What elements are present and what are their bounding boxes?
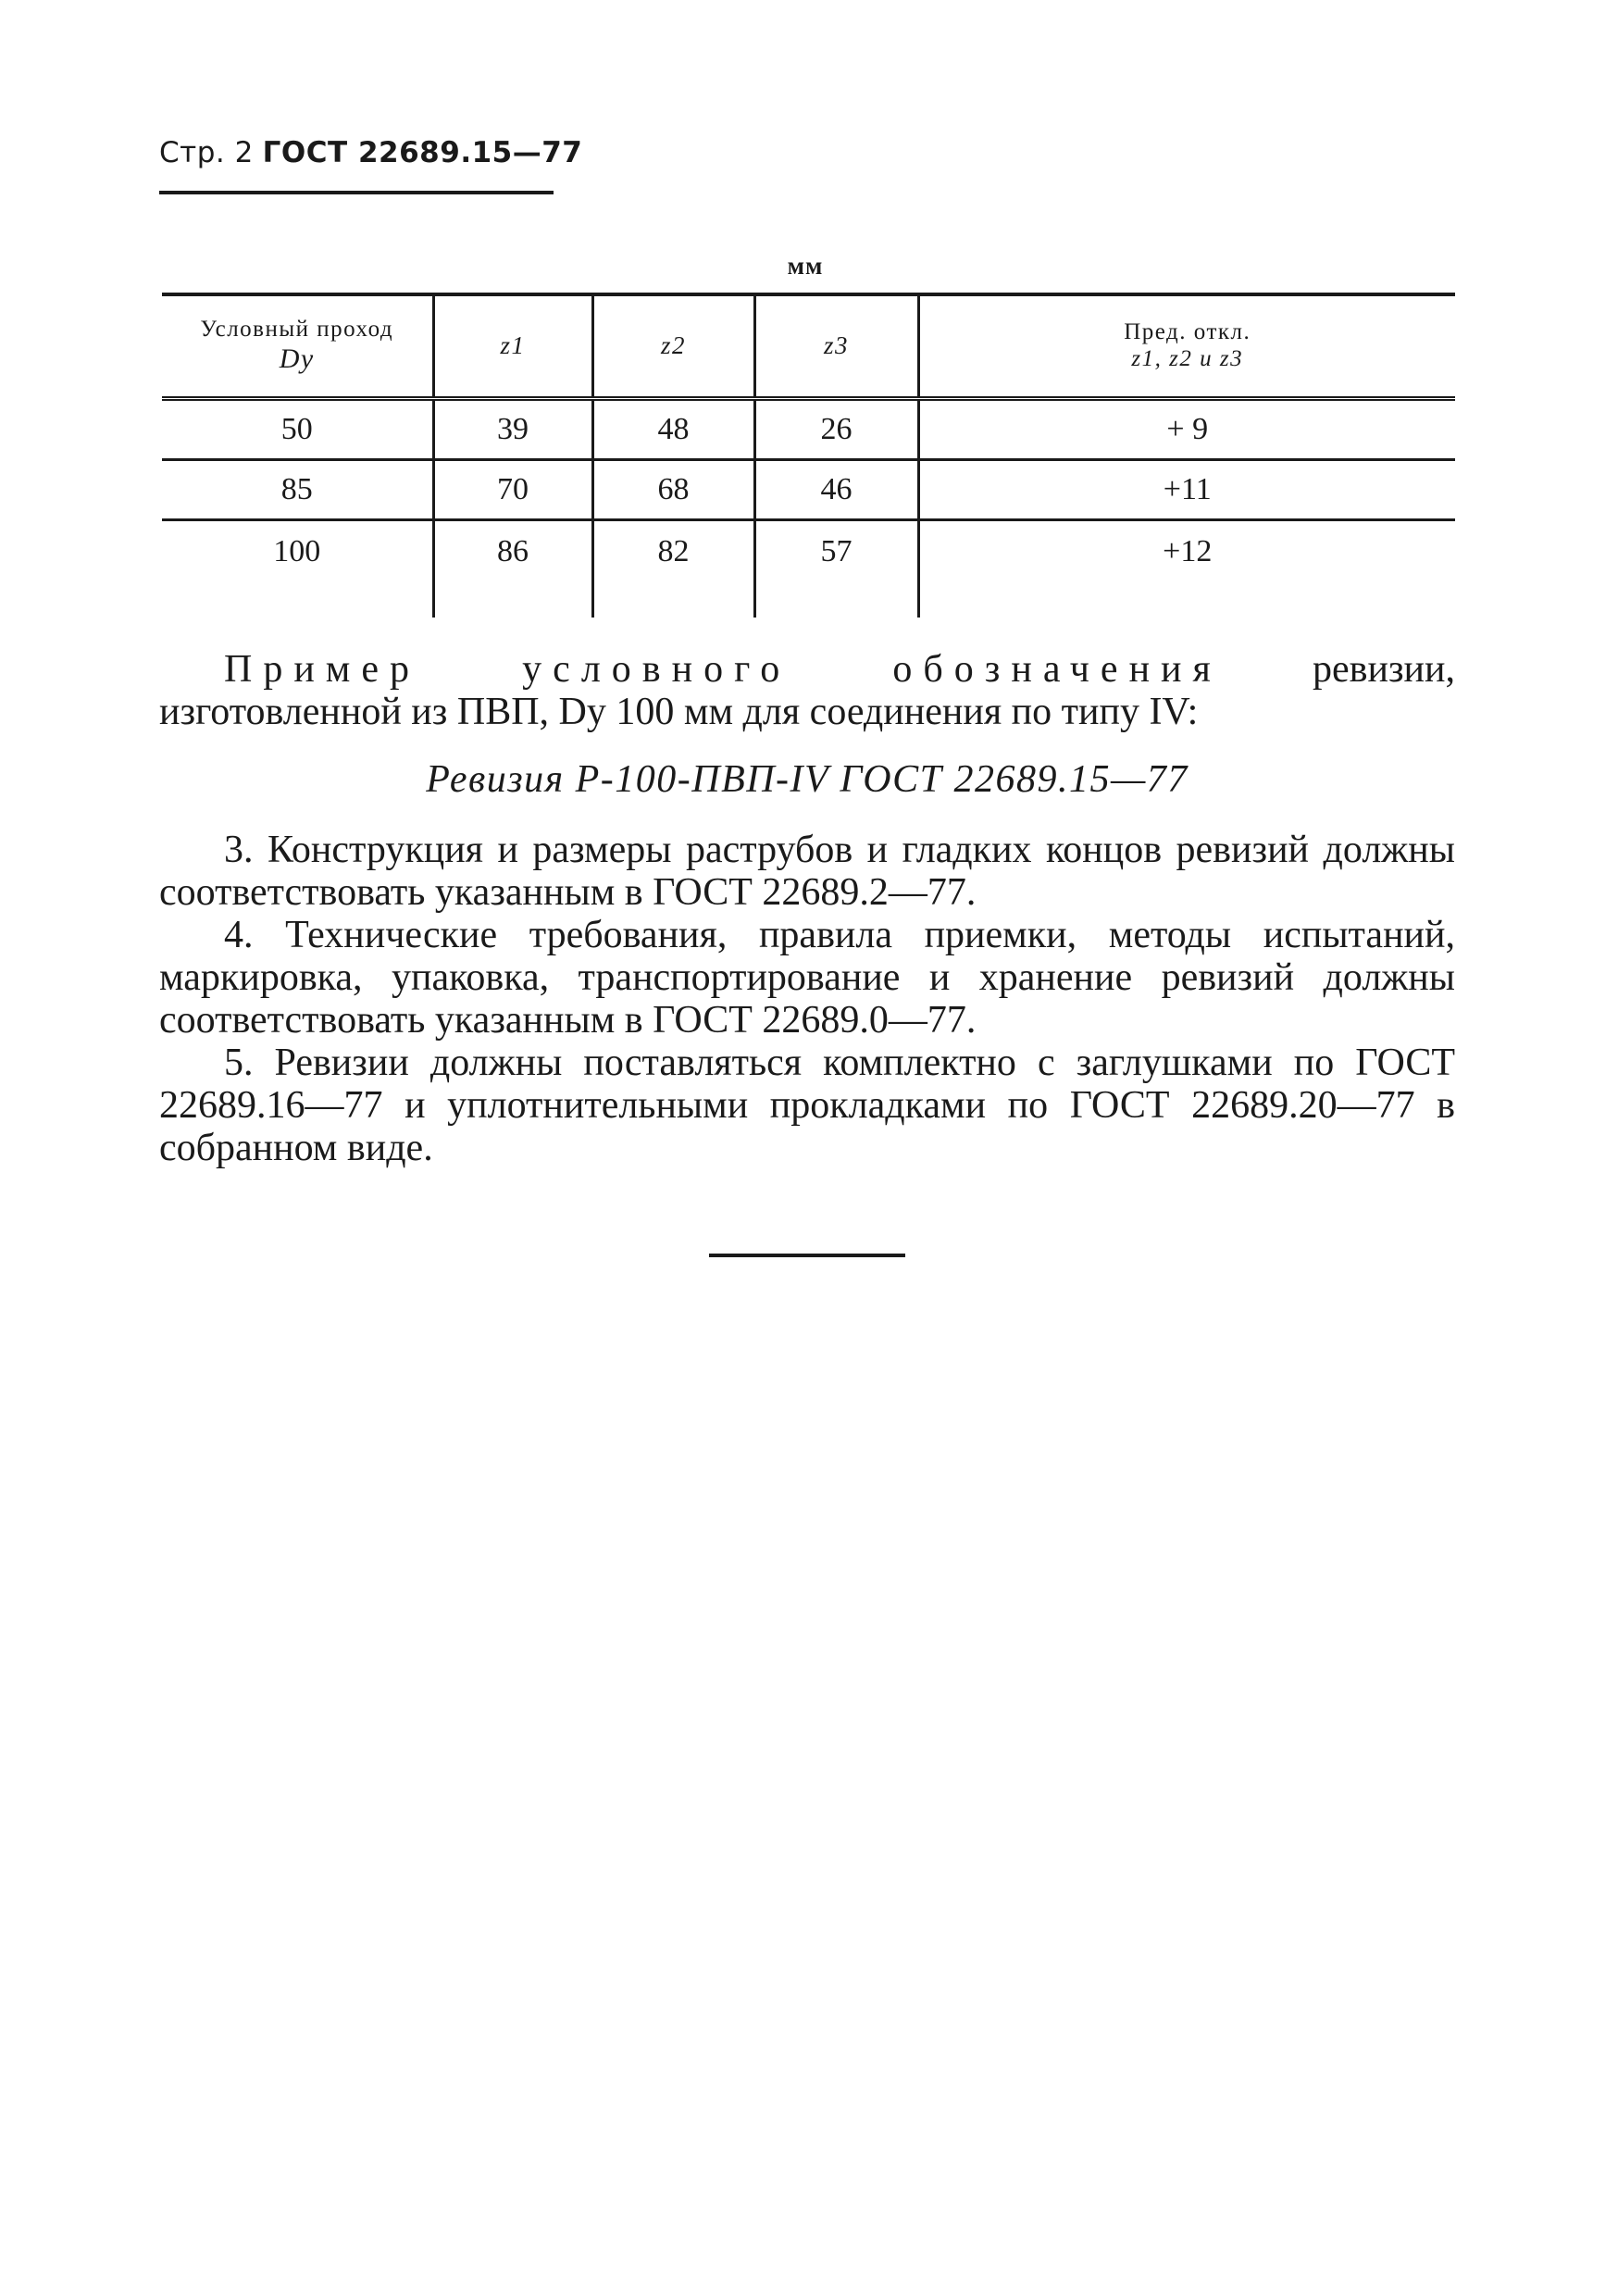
table-row bbox=[162, 519, 1455, 618]
clause-4: 4. Технические требования, правила приемки, методы испытаний, маркировка, упаковка, транспортирование и хранение ревизий должны соответствовать указанным в ГОСТ 22689.0—77. bbox=[159, 914, 1455, 1042]
header-nominal-label: Условный проход bbox=[200, 317, 394, 343]
running-header bbox=[159, 136, 583, 169]
table-header-row bbox=[162, 294, 1455, 398]
cell-dy: 85 bbox=[162, 459, 433, 519]
end-rule bbox=[709, 1254, 905, 1257]
dimensions-table bbox=[162, 293, 1455, 618]
cell-z1: 86 bbox=[433, 519, 592, 618]
example-lead: Пример условного обозначения bbox=[224, 648, 1222, 691]
table-row bbox=[162, 459, 1455, 519]
page-number: Стр. 2 bbox=[159, 136, 254, 169]
cell-z1: 39 bbox=[433, 398, 592, 459]
clause-5: 5. Ревизии должны поставляться комплектно с заглушками по ГОСТ 22689.16—77 и уплотнительными прокладками по ГОСТ 22689.20—77 в собранном виде. bbox=[159, 1042, 1455, 1169]
cell-z2: 82 bbox=[592, 519, 754, 618]
header-nominal-bore bbox=[162, 294, 433, 398]
designation-example: Ревизия Р-100-ПВП-IV ГОСТ 22689.15—77 bbox=[426, 758, 1189, 801]
cell-deviation: + 9 bbox=[918, 398, 1455, 459]
example-paragraph bbox=[159, 648, 1455, 733]
clause-3: 3. Конструкция и размеры раструбов и гладких концов ревизий должны соответствовать указанным в ГОСТ 22689.2—77. bbox=[159, 829, 1455, 914]
cell-z3: 57 bbox=[754, 519, 918, 618]
cell-z3: 26 bbox=[754, 398, 918, 459]
cell-deviation: +11 bbox=[918, 459, 1455, 519]
table-row bbox=[162, 398, 1455, 459]
example-text: ревизии, изготовленной из ПВП, Dу 100 мм для соединения по типу IV: bbox=[159, 648, 1455, 733]
header-deviation-vars: z1, z2 и z3 bbox=[1131, 345, 1244, 371]
header-deviation bbox=[918, 294, 1455, 398]
cell-dy: 50 bbox=[162, 398, 433, 459]
header-z2: z2 bbox=[592, 294, 754, 398]
cell-deviation: +12 bbox=[918, 519, 1455, 618]
cell-z2: 68 bbox=[592, 459, 754, 519]
cell-dy: 100 bbox=[273, 533, 321, 568]
header-deviation-label: Пред. откл. bbox=[1124, 319, 1251, 344]
cell-z1: 70 bbox=[433, 459, 592, 519]
header-rule bbox=[159, 191, 554, 194]
header-nominal-symbol: Dу bbox=[279, 343, 315, 374]
units-label: мм bbox=[787, 252, 824, 280]
clauses-list bbox=[159, 829, 1455, 1169]
cell-z3: 46 bbox=[754, 459, 918, 519]
header-z1: z1 bbox=[433, 294, 592, 398]
header-z3: z3 bbox=[754, 294, 918, 398]
cell-z2: 48 bbox=[592, 398, 754, 459]
standard-code: ГОСТ 22689.15—77 bbox=[262, 136, 583, 169]
